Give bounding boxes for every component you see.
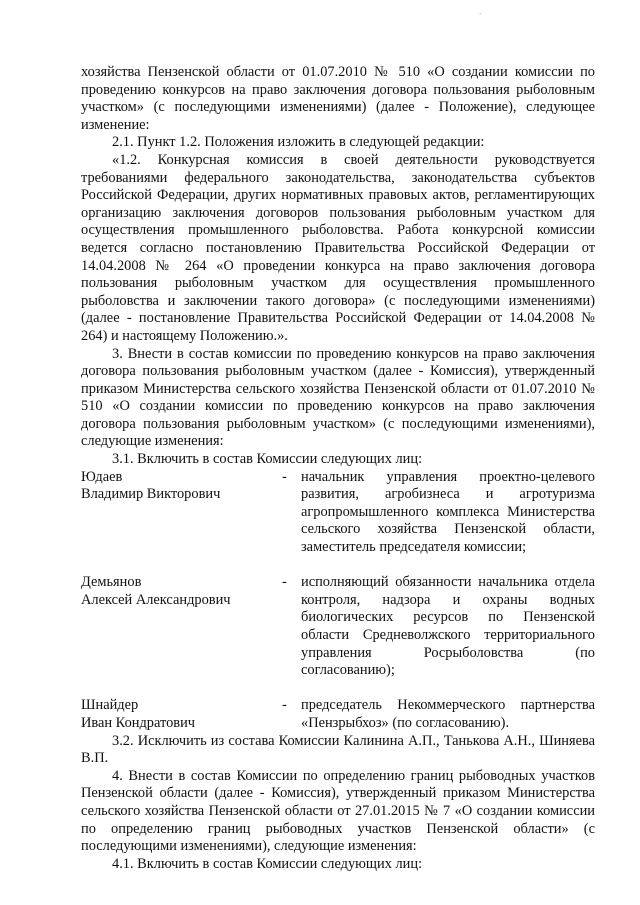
member-dash: - bbox=[282, 468, 287, 485]
member-role: начальник управления проектно-целевого развития, агробизнеса и агротуризма агропромышленного комплекса Министерства сельского хозяйства Пензенской области, заместитель председателя комиссии; bbox=[301, 468, 595, 556]
paragraph-3: 3. Внести в состав комиссии по проведению конкурсов на право заключения договора пользования рыболовным участком (далее - Комиссия), утвержденный приказом Министерства сельского хозяйства Пензенской области от 01.07.2010 № 510 «О создании комиссии по проведению конкурсов на право заключения договора пользования рыболовным участком» (с последующими изменениями), следующие изменения: bbox=[81, 345, 595, 450]
spacer bbox=[81, 557, 595, 575]
member-name bbox=[81, 574, 282, 680]
member-given-names: Владимир Викторович bbox=[81, 486, 221, 503]
member-role: исполняющий обязанности начальника отдела контроля, надзора и охраны водных биологических ресурсов по Пензенской области Средневолжского территориального управления Росрыболовства (по согласованию); bbox=[301, 574, 595, 679]
page-mark: - bbox=[479, 8, 482, 18]
paragraph-3-1: 3.1. Включить в состав Комиссии следующих лиц: bbox=[112, 451, 423, 468]
member-dash: - bbox=[282, 574, 287, 591]
member-row bbox=[81, 697, 595, 732]
member-row bbox=[81, 574, 595, 680]
member-surname: Юдаев bbox=[81, 468, 123, 485]
member-surname: Демьянов bbox=[81, 574, 142, 591]
member-name bbox=[81, 697, 282, 732]
paragraph-3-2: 3.2. Исключить из состава Комиссии Калинина А.П., Танькова А.Н., Шиняева В.П. bbox=[81, 732, 595, 767]
paragraph-continuation: хозяйства Пензенской области от 01.07.2010 № 510 «О создании комиссии по проведению конкурсов на право заключения договора пользования рыболовным участком» (с последующими изменениями) (далее - Положение), следующее изменение: bbox=[81, 64, 595, 133]
member-surname: Шнайдер bbox=[81, 697, 139, 714]
paragraph-4-1: 4.1. Включить в состав Комиссии следующих лиц: bbox=[112, 855, 423, 872]
document-page bbox=[81, 64, 595, 873]
member-dash: - bbox=[282, 697, 287, 714]
member-role: председатель Некоммерческого партнерства «Пензрыбхоз» (по согласованию). bbox=[301, 697, 595, 731]
member-name bbox=[81, 469, 282, 557]
spacer bbox=[81, 680, 595, 698]
member-given-names: Иван Кондратович bbox=[81, 714, 196, 731]
member-given-names: Алексей Александрович bbox=[81, 591, 231, 608]
paragraph-1-2-quote: «1.2. Конкурсная комиссия в своей деятельности руководствуется требованиями федерального законодательства, законодательства субъектов Российской Федерации, других нормативных правовых актов, регламентирующих организацию заключения договоров пользования рыболовным участком для осуществления промышленного рыболовства. Работа конкурсной комиссии ведется согласно постановлению Правительства Российской Федерации от 14.04.2008 № 264 «О проведении конкурса на право заключения договора пользования рыболовным участком для осуществления промышленного рыболовства и заключении такого договора» (с последующими изменениями) (далее - постановление Правительства Российской Федерации от 14.04.2008 № 264) и настоящему Положению.». bbox=[81, 151, 595, 344]
paragraph-4: 4. Внести в состав Комиссии по определению границ рыбоводных участков Пензенской области (далее - Комиссия), утвержденный приказом Министерства сельского хозяйства Пензенской области от 27.01.2015 № 7 «О создании комиссии по определению границ рыбоводных участков Пензенской области» (с последующими изменениями), следующие изменения: bbox=[81, 767, 595, 855]
member-row bbox=[81, 469, 595, 557]
paragraph-2-1: 2.1. Пункт 1.2. Положения изложить в следующей редакции: bbox=[112, 134, 485, 151]
